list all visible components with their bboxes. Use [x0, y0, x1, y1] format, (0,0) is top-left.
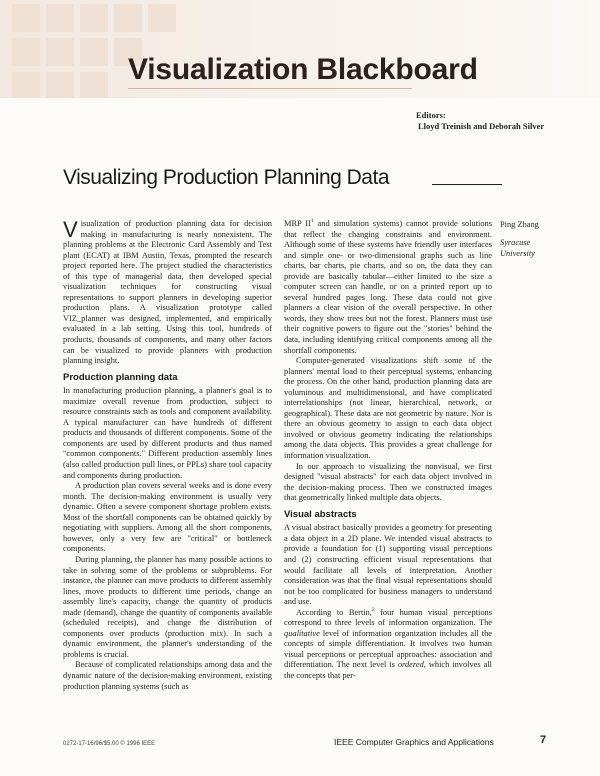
- paragraph: According to Bertin,$^2$ four human visual perceptions correspond to three levels of information organization. The qualitative level of information organization includes all the concepts of simple differentiation. It involves two human visual perceptions or perceptual approaches: association and differentiation. The next level is ordered, which involves all the concepts that per-: [284, 606, 492, 680]
- text-column-left: [63, 219, 272, 692]
- paragraph: During planning, the planner has many possible actions to take in solving some of the problems or subproblems. For instance, the planner can move products to different assembly lines, move products to different time periods, change an assembly line's capacity, change the quantity of products made (demand), change the quantity of components available (scheduled receipts), and change the distribution of components over products (production mix). In such a dynamic environment, the planner's understanding of the problems is crucial.: [63, 554, 272, 659]
- editors-label: Editors:: [416, 110, 446, 120]
- reference-marker: 1: [310, 218, 314, 225]
- paragraph: In manufacturing production planning, a planner's goal is to maximize overall revenue from production, subject to resource constraints such as tools and component availability. A typical manufacturer can have hundreds of different products and thousands of different components. Some of the components are used by different products and thus named "common components." Different production assembly lines (also called production pull lines, or PPLs) share tool capacity and components during production.: [63, 386, 272, 480]
- paragraph: MRP $II^1$ and simulation systems) cannot provide solutions that reflect the changing constraints and environment. Although some of these systems have friendly user interfaces and simple one- or two-dimensional graphs such as line charts, bar charts, pie charts, and so on, the data they can provide are basically tabular—either limited to the size a computer screen can handle, or on a printed report up to several hundred pages long. These data could not give planners a clear vision of the overall perspective. In other words, they show trees but not the forest. Planners must use their cognitive powers to figure out the "stories" behind the data, including identifying critical components among all the shortfall components.: [284, 218, 492, 355]
- editors-names: Lloyd Treinish and Deborah Silver: [418, 121, 545, 131]
- drop-cap: V: [63, 217, 78, 242]
- editors-block: [416, 110, 544, 132]
- paragraph: In our approach to visualizing the nonvisual, we first designed "visual abstracts" for each data object involved in the decision-making process. Then we constructed images that geometrically linked multiple data objects.: [284, 461, 492, 503]
- paragraph: Computer-generated visualizations shift some of the planners' mental load to their perceptual systems, enhancing the process. On the other hand, production planning data are voluminous and multidimensional, and have complicated interrelationships (not linear, hierarchical, network, or geographical). These data are not geometric by nature. Nor is there an obvious geometry to assign to each data object involved or obvious geometry indicating the relationships among the data objects. This provides a great challenge for information visualization.: [284, 356, 492, 461]
- section-heading-visual-abstracts: Visual abstracts: [284, 508, 357, 520]
- article-title: Visualizing Production Planning Data: [63, 166, 389, 189]
- footer-journal: IEEE Computer Graphics and Applications: [334, 737, 494, 747]
- department-title: Visualization Blackboard: [128, 53, 478, 86]
- author-name: Ping Zhang: [500, 220, 539, 229]
- intro-text: isualization of production planning data for decision making in manufacturing is nearly nonexistent. The planning problems at the Electronic Card Assembly and Test plant (ECAT) at IBM Austin, Texas, prompted the research project reported here. The project studied the characteristics of this type of managerial data, then developed special visualization techniques for constructing visual representations to support planners in developing superior production plans. A visualization prototype called VIZ_planner was designed, implemented, and empirically evaluated in a lab setting. Using this tool, hundreds of products, thousands of components, and many other factors can be visualized to provide planners with production planning insight.: [63, 219, 272, 366]
- paragraph: A visual abstract basically provides a geometry for presenting a data object in a 2D plane. We intended visual abstracts to provide a foundation for (1) supporting visual perceptions and (2) constructing efficient visual representations that would facilitate all levels of interpretation. Another consideration was that the final visual representations should not be too complicated for business managers to understand and use.: [284, 523, 492, 607]
- text-column-right: [284, 219, 492, 682]
- section-heading-production-planning: Production planning data: [63, 371, 178, 383]
- footer-copyright: 0272-17-16/96/$5.00 © 1996 IEEE: [63, 741, 156, 747]
- department-banner: [0, 0, 600, 98]
- author-affiliation: Syracuse: [500, 238, 531, 247]
- reference-marker: 2: [371, 606, 375, 613]
- author-block: [500, 219, 539, 259]
- paragraph: A production plan covers several weeks and is done every month. The decision-making environment is usually very dynamic. Often a severe component shortage problem exists. Most of the shortfall components can be obtained quickly by negotiating with suppliers. Among all the short components, however, only a very few are "critical" or bottleneck components.: [63, 481, 272, 554]
- banner-rule: [128, 88, 412, 89]
- intro-paragraph: [63, 219, 272, 367]
- author-affiliation: University: [500, 249, 535, 258]
- page-number: 7: [540, 734, 547, 746]
- title-rule: [432, 184, 502, 185]
- paragraph: Because of complicated relationships among data and the dynamic nature of the decision-making environment, existing production planning systems (such as: [63, 660, 272, 691]
